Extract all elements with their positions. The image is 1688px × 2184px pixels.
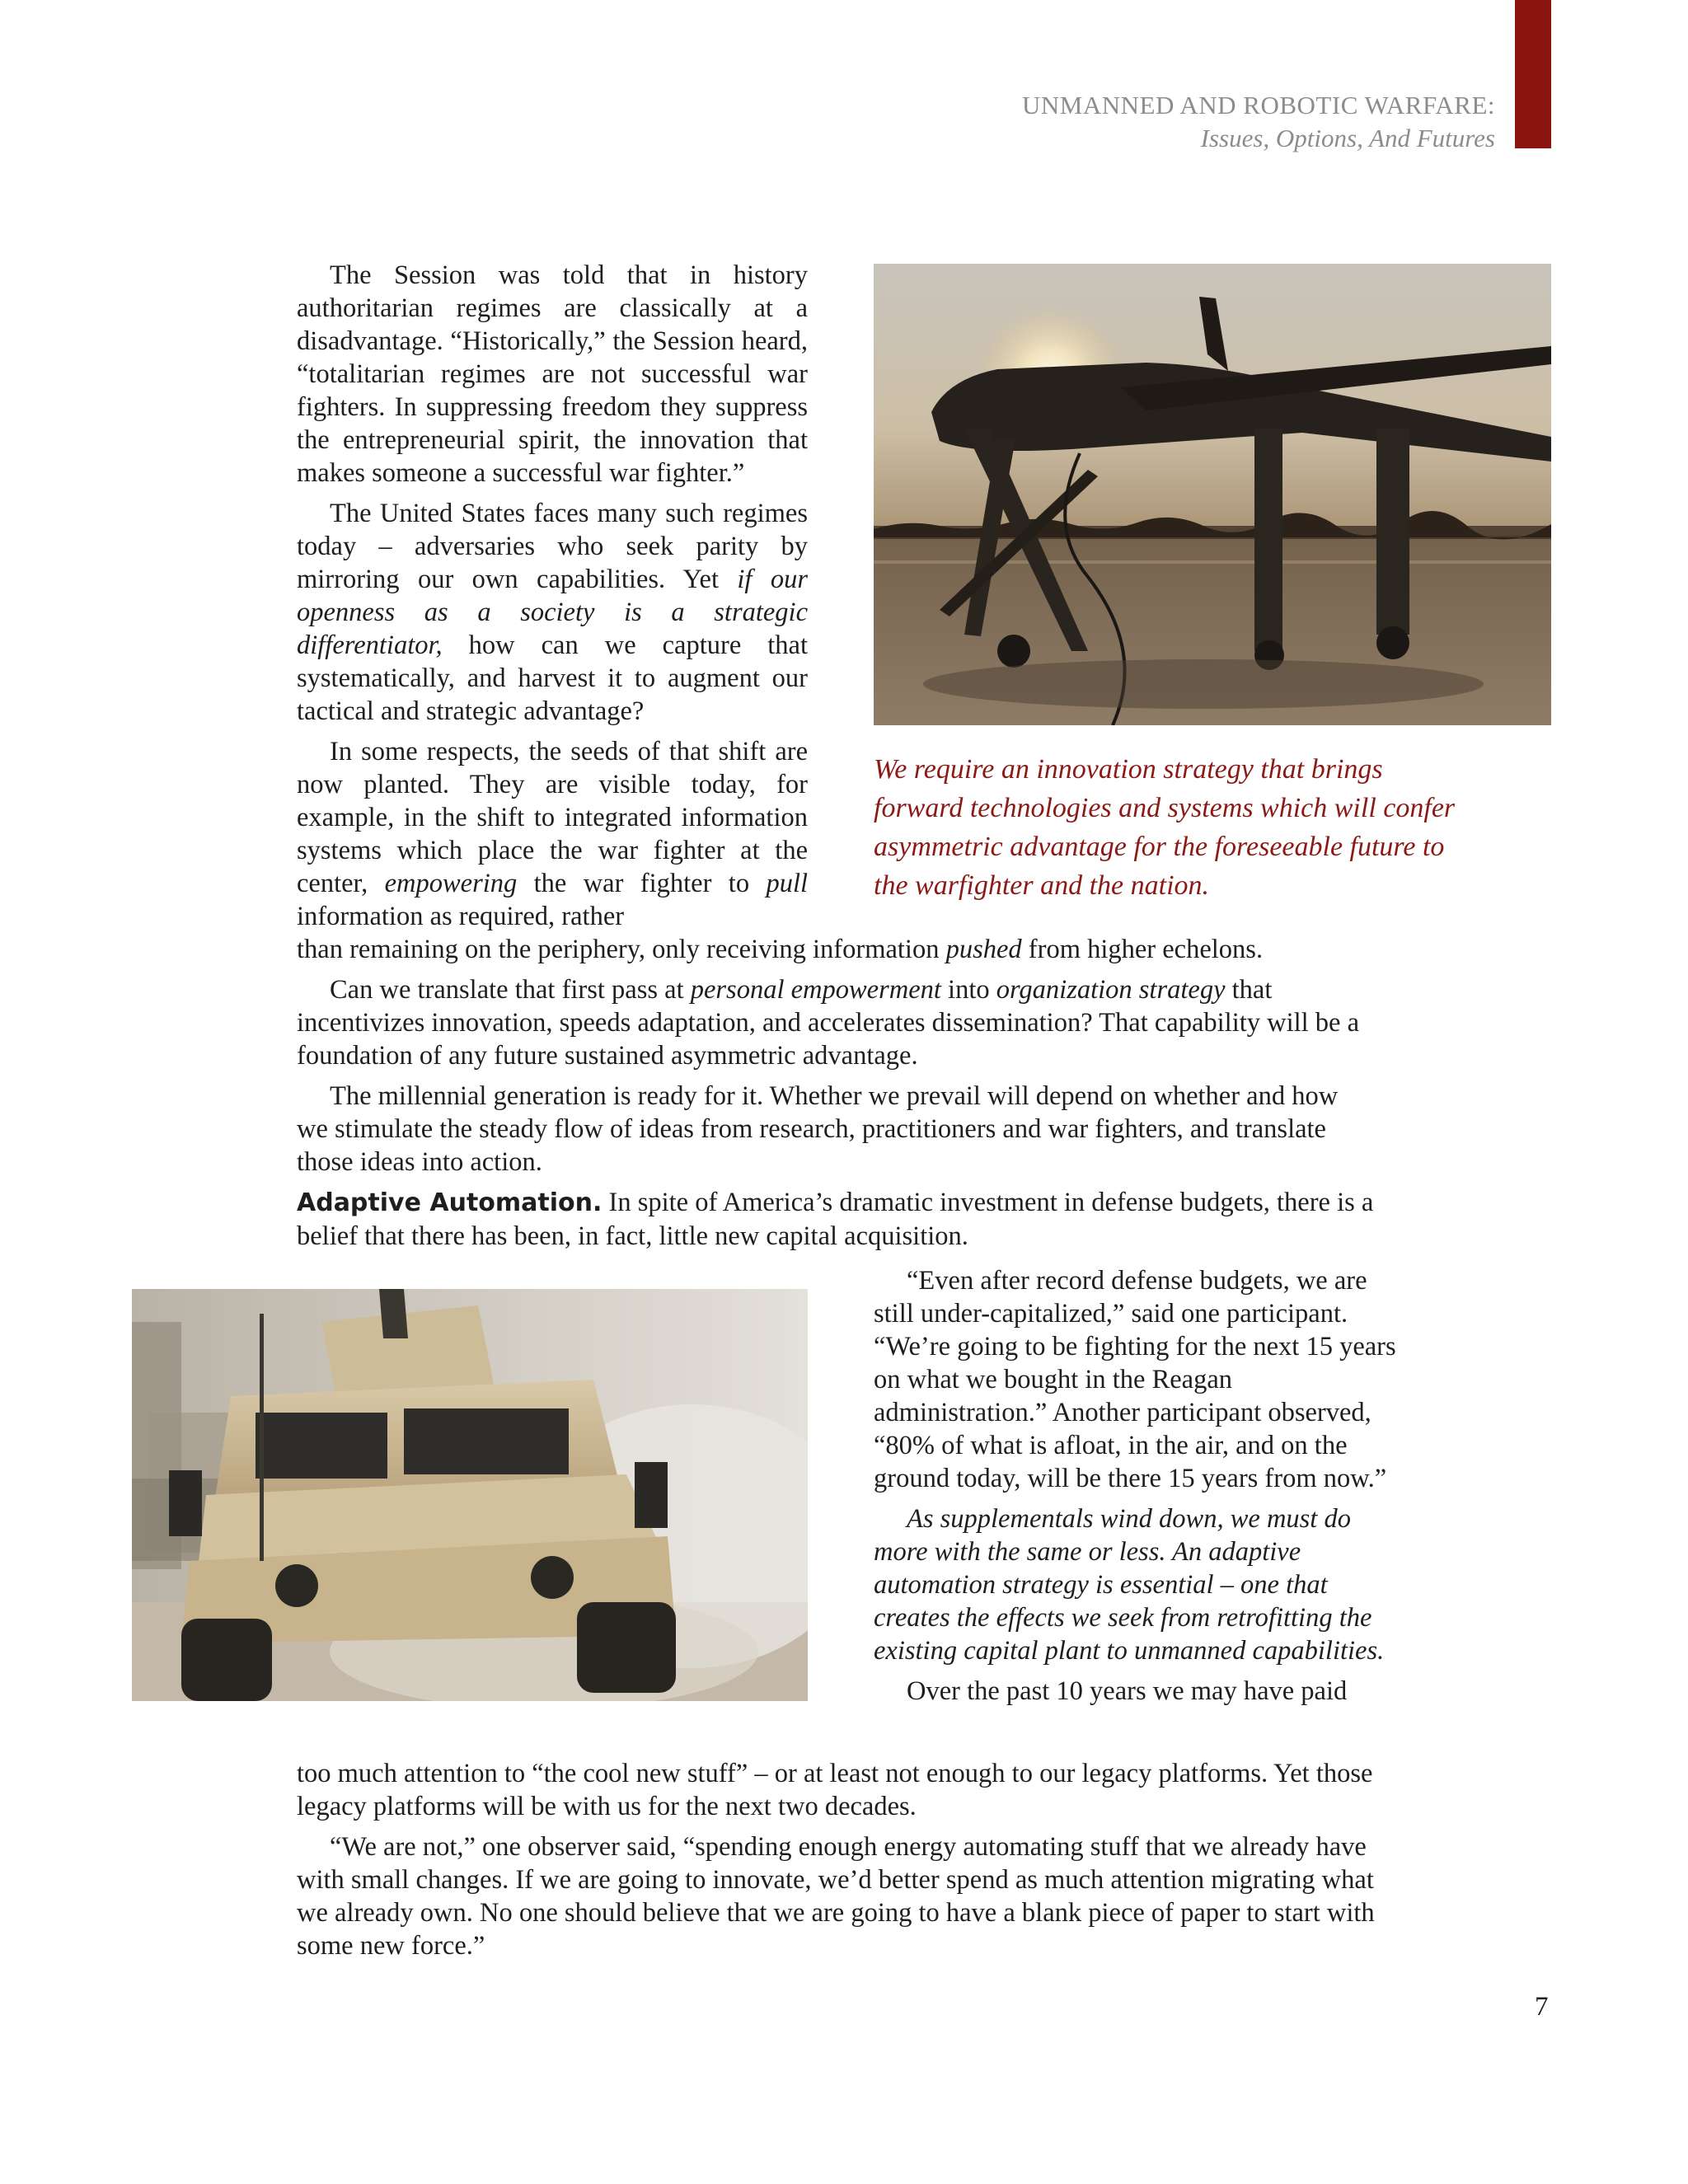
emphasis-empowering: empowering <box>384 869 518 898</box>
pull-quote: We require an innovation strategy that brings forward technologies and systems which will confer asymmetric advantage for the foreseeable future to the warfighter and the nation. <box>874 754 1456 901</box>
paragraph-history: The Session was told that in history authoritarian regimes are classically at a disadvantage. “Historically,” the Session heard, “totalitarian regimes are not successful war fighters. In suppressing freedom they suppress the entrepreneurial spirit, the innovation that makes someone a successful war fighter.” <box>297 260 808 488</box>
paragraph-adaptive-automation: Adaptive Automation. In spite of America’s dramatic investment in defense budgets, there is a belief that there has been, in fact, little new capital acquisition. <box>297 1188 1374 1251</box>
paragraph-past-ten-years-rest: too much attention to “the cool new stuff” – or at least not enough to our legacy platforms. Yet those legacy platforms will be with us for the next two decades. <box>297 1759 1373 1821</box>
emphasis-organization-strategy: organization strategy <box>996 975 1226 1005</box>
paragraph-supplementals: As supplementals wind down, we must do more with the same or less. An adaptive automation strategy is essential – one that creates the effects we seek from retrofitting the existing capital plant to unmanned capabilities. <box>874 1504 1385 1666</box>
paragraph-past-ten-years-start: Over the past 10 years we may have paid <box>907 1676 1348 1706</box>
drone-image <box>874 264 1551 725</box>
bottom-block <box>297 1757 1385 1970</box>
paragraph-millennial: The millennial generation is ready for it. Whether we prevail will depend on whether and how we stimulate the steady flow of ideas from research, practitioners and war fighters, and translate those ideas into action. <box>297 1081 1339 1177</box>
emphasis-pull: pull <box>766 869 808 898</box>
emphasis-personal-empowerment: personal empowerment <box>690 975 941 1005</box>
left-column <box>297 259 808 940</box>
emphasis-pushed: pushed <box>945 935 1022 964</box>
paragraph-seeds: In some respects, the seeds of that shift are now planted. They are visible today, for example, in the shift to integrated information systems which place the war fighter at the center, empowering the war fighter to pull information as required, rather <box>297 737 808 931</box>
humvee-image <box>132 1289 808 1701</box>
accent-bar <box>1515 0 1551 148</box>
section-lead-label: Adaptive Automation. <box>297 1188 603 1217</box>
page-number: 7 <box>1535 1992 1549 2022</box>
paragraph-translate: Can we translate that first pass at personal empowerment into organization strategy that incentivizes innovation, speeds adaptation, and accelerates dissemination? That capability will be a foundation of any future sustained asymmetric advantage. <box>297 975 1360 1071</box>
running-header <box>1022 89 1495 155</box>
right-column <box>874 1264 1401 1715</box>
continuation-block <box>297 933 1385 1260</box>
humvee-photo <box>132 1289 808 1701</box>
paragraph-under-capitalized: “Even after record defense budgets, we are still under-capitalized,” said one participant. “We’re going to be fighting for the next 15 years on what we bought in the Reagan administration.” Another participant observed, “80% of what is afloat, in the air, and on the ground today, will be there 15 years from now.” <box>874 1266 1396 1493</box>
emphasis-openness: if our openness as a society is a strategic differentiator, <box>297 565 808 660</box>
drone-photo <box>874 264 1551 725</box>
header-title: UNMANNED AND ROBOTIC WARFARE: <box>1022 91 1495 120</box>
paragraph-periphery: than remaining on the periphery, only receiving information pushed from higher echelons. <box>297 935 1264 964</box>
paragraph-automating: “We are not,” one observer said, “spending enough energy automating stuff that we already have with small changes. If we are going to innovate, we’d better spend as much attention migrating what we already own. No one should believe that we are going to have a blank piece of paper to start with some new force.” <box>297 1832 1375 1961</box>
paragraph-regimes: The United States faces many such regimes today – adversaries who seek parity by mirroring our own capabilities. Yet if our openness as a society is a strategic differentiator, how can we capture that systematically, and harvest it to augment our tactical and strategic advantage? <box>297 499 808 726</box>
header-subtitle: Issues, Options, And Futures <box>1200 124 1495 152</box>
